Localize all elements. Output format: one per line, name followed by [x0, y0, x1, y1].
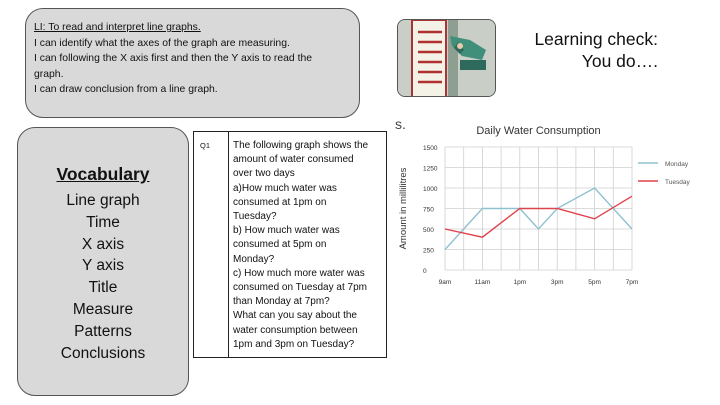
- y-tick-label: 1250: [423, 165, 438, 173]
- person-reading-icon: [398, 20, 496, 97]
- question-line: amount of water consumed: [233, 154, 354, 166]
- vocabulary-item: Y axis: [82, 257, 124, 275]
- question-line: consumed at 5pm on: [233, 239, 327, 251]
- x-tick-label: 1pm: [513, 279, 527, 286]
- vocabulary-item: Line graph: [66, 192, 140, 209]
- question-table: [193, 131, 387, 358]
- learning-check-heading: [520, 28, 658, 72]
- question-line: Tuesday?: [233, 211, 277, 223]
- y-tick-label: 750: [423, 206, 434, 214]
- question-line: The following graph shows the: [233, 140, 369, 151]
- question-line: consumed at 1pm on: [233, 196, 327, 208]
- y-tick-label: 250: [423, 247, 434, 255]
- vocabulary-item: Time: [86, 213, 120, 231]
- y-tick-label: 1500: [423, 145, 438, 152]
- li-line: graph.: [34, 68, 64, 80]
- question-line: b) How much water was: [233, 225, 340, 237]
- question-line: c) How much more water was: [233, 267, 365, 279]
- legend-label: Monday: [665, 161, 689, 168]
- vocabulary-item: Patterns: [74, 322, 132, 340]
- li-title: LI: To read and interpret line graphs.: [34, 22, 201, 33]
- learning-check-line1: Learning check:: [534, 29, 658, 49]
- vocabulary-list: [18, 190, 188, 364]
- x-tick-label: 11am: [474, 279, 491, 286]
- x-tick-label: 3pm: [550, 279, 564, 286]
- x-tick-label: 7pm: [625, 279, 639, 286]
- reading-graph-picture: [397, 19, 496, 97]
- legend-label: Tuesday: [665, 179, 690, 186]
- vocabulary-item: Measure: [72, 300, 134, 318]
- vocabulary-item: Title: [88, 279, 118, 297]
- vocabulary-box: [17, 127, 189, 396]
- x-tick-label: 9am: [438, 279, 452, 286]
- li-line: I can following the X axis first and then the Y axis to read the: [34, 53, 313, 64]
- learning-intention-box: [25, 8, 360, 118]
- question-line: over two days: [233, 168, 295, 180]
- li-line: I can identify what the axes of the graph are measuring.: [34, 37, 290, 49]
- question-line: than Monday at 7pm?: [233, 296, 330, 308]
- y-tick-label: 500: [423, 227, 434, 234]
- cropped-text-fragment: s.: [395, 116, 406, 132]
- y-tick-label: 1000: [423, 186, 438, 193]
- vocabulary-item: Conclusions: [60, 344, 146, 362]
- li-line: I can draw conclusion from a line graph.: [34, 84, 218, 95]
- water-consumption-chart: [393, 113, 705, 293]
- y-tick-label: 0: [423, 268, 427, 275]
- vocabulary-title: Vocabulary: [56, 164, 150, 184]
- question-text: [233, 139, 386, 352]
- question-number: Q1: [200, 141, 211, 150]
- table-divider: [228, 132, 229, 357]
- x-tick-label: 5pm: [588, 279, 601, 286]
- question-line: What can you say about the: [233, 310, 357, 322]
- chart-title: Daily Water Consumption: [476, 125, 601, 137]
- learning-check-line2: You do….: [581, 51, 658, 71]
- question-line: consumed on Tuesday at 7pm: [233, 282, 367, 294]
- vocabulary-item: X axis: [81, 235, 125, 253]
- y-axis-label: Amount in millilitres: [398, 167, 409, 250]
- question-line: a)How much water was: [233, 182, 337, 194]
- question-line: water consumption between: [233, 324, 358, 336]
- question-line: 1pm and 3pm on Tuesday?: [233, 338, 355, 350]
- question-line: Monday?: [233, 253, 275, 265]
